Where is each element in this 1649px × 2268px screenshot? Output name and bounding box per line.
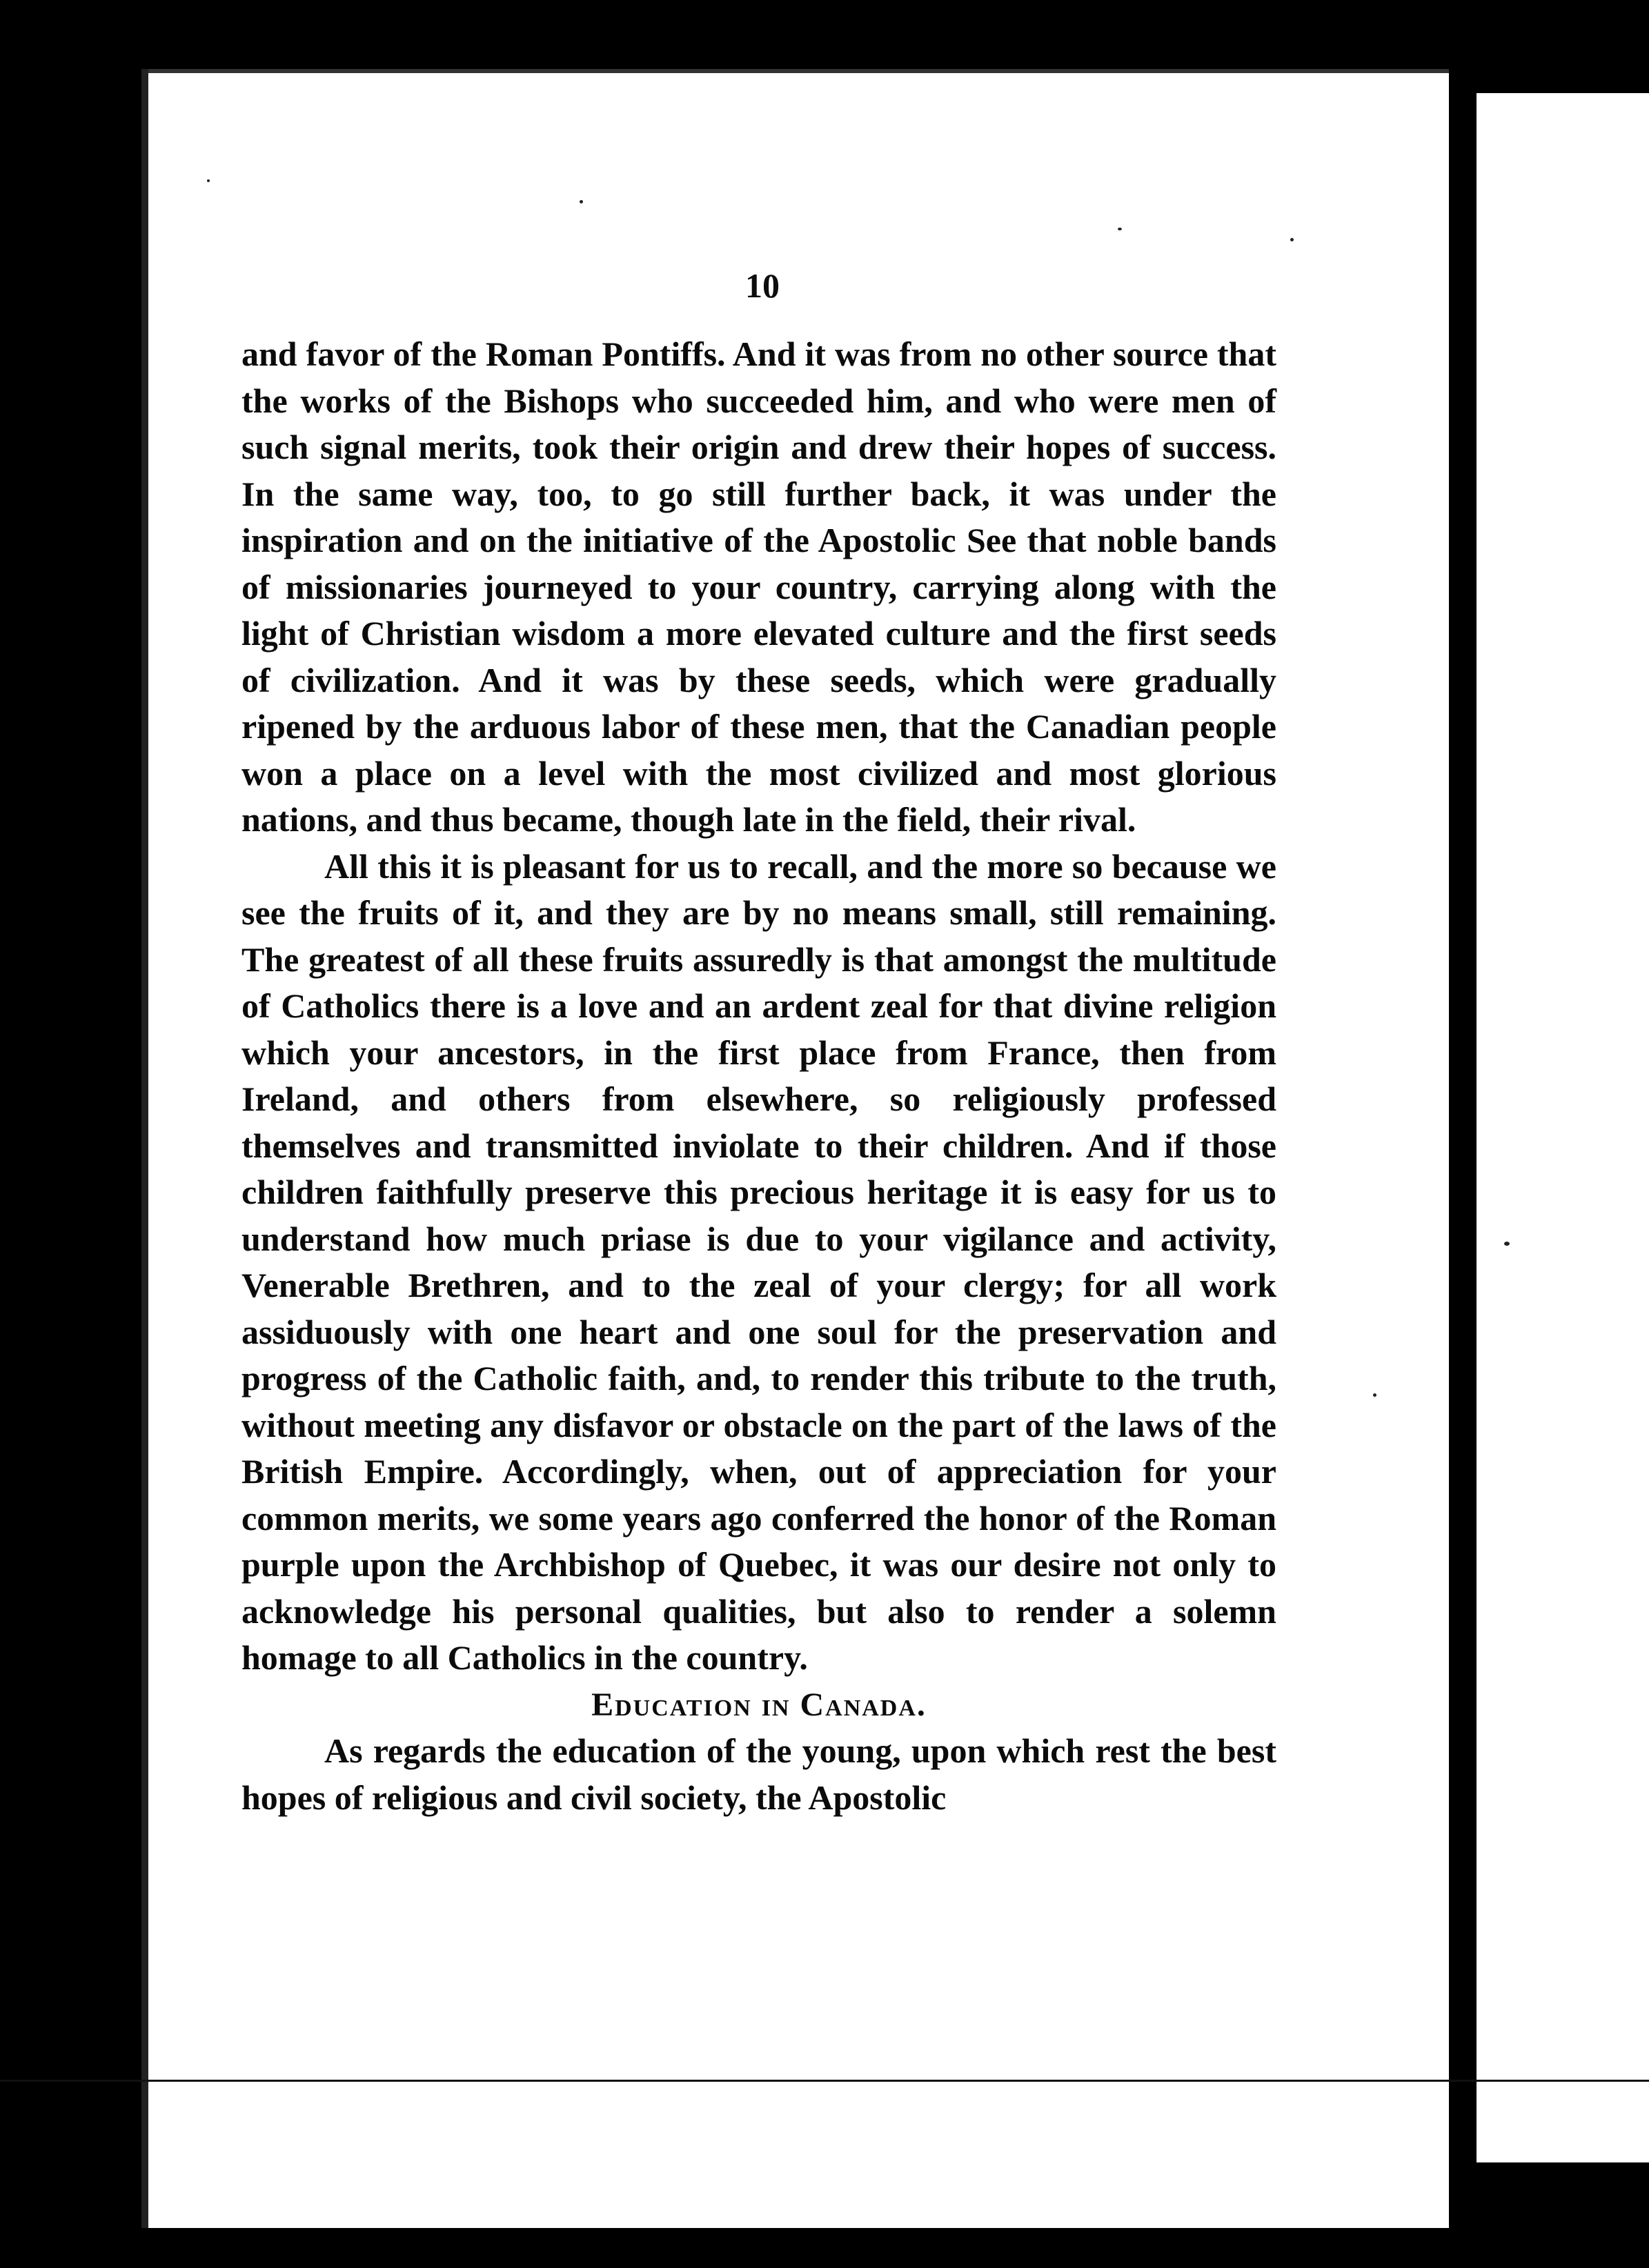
paragraph-education: As regards the education of the young, upon which rest the best hopes of religious and civil society, the Apostolic xyxy=(241,1731,1276,1817)
adjacent-page-edge xyxy=(1477,93,1649,2162)
scan-speck xyxy=(1290,238,1294,241)
scan-speck xyxy=(1504,1242,1510,1246)
scan-speck xyxy=(207,179,210,182)
scan-speck xyxy=(580,200,583,203)
section-heading: Education in Canada. xyxy=(591,1686,927,1723)
body-text xyxy=(241,331,1276,1821)
paragraph-continuation: and favor of the Roman Pontiffs. And it was from no other source that the works of the Bishops who succeeded him, and who were men of such signal merits, took their origin and drew their hopes of success. In the same way, too, to go still further back, it was under the inspiration and on the initiative of the Apostolic See that noble bands of missionaries journeyed to your country, carrying along with the light of Christian wisdom a more elevated culture and the first seeds of civilization. And it was by these seeds, which were gradually ripened by the arduous labor of these men, that the Canadian people won a place on a level with the most civilized and most glorious nations, and thus became, though late in the field, their rival. xyxy=(241,335,1276,839)
page-number: 10 xyxy=(745,266,780,305)
bottom-border-line xyxy=(0,2080,1649,2082)
paragraph-catholic-fruits: All this it is pleasant for us to recall, and the more so because we see the fruits of it, and they are by no means small, still remaining. The greatest of all these fruits assuredly is that amongst the multitude of Catholics there is a love and an ardent zeal for that divine religion which your ancestors, in the first place from France, then from Ireland, and others from elsewhere, so religiously professed themselves and transmitted inviolate to their children. And if those children faithfully preserve this precious heritage it is easy for us to understand how much priase is due to your vigilance and activity, Venerable Brethren, and to the zeal of your clergy; for all work assiduously with one heart and one soul for the preservation and progress of the Catholic faith, and, to render this tribute to the truth, without meeting any disfavor or obstacle on the part of the laws of the British Empire. Accordingly, when, out of appreciation for your common merits, we some years ago conferred the honor of the Roman purple upon the Archbishop of Quebec, it was our desire not only to acknowledge his personal qualities, but also to render a solemn homage to all Catholics in the country. xyxy=(241,846,1276,1677)
scan-speck xyxy=(1373,1393,1376,1397)
scan-speck xyxy=(1118,228,1122,230)
